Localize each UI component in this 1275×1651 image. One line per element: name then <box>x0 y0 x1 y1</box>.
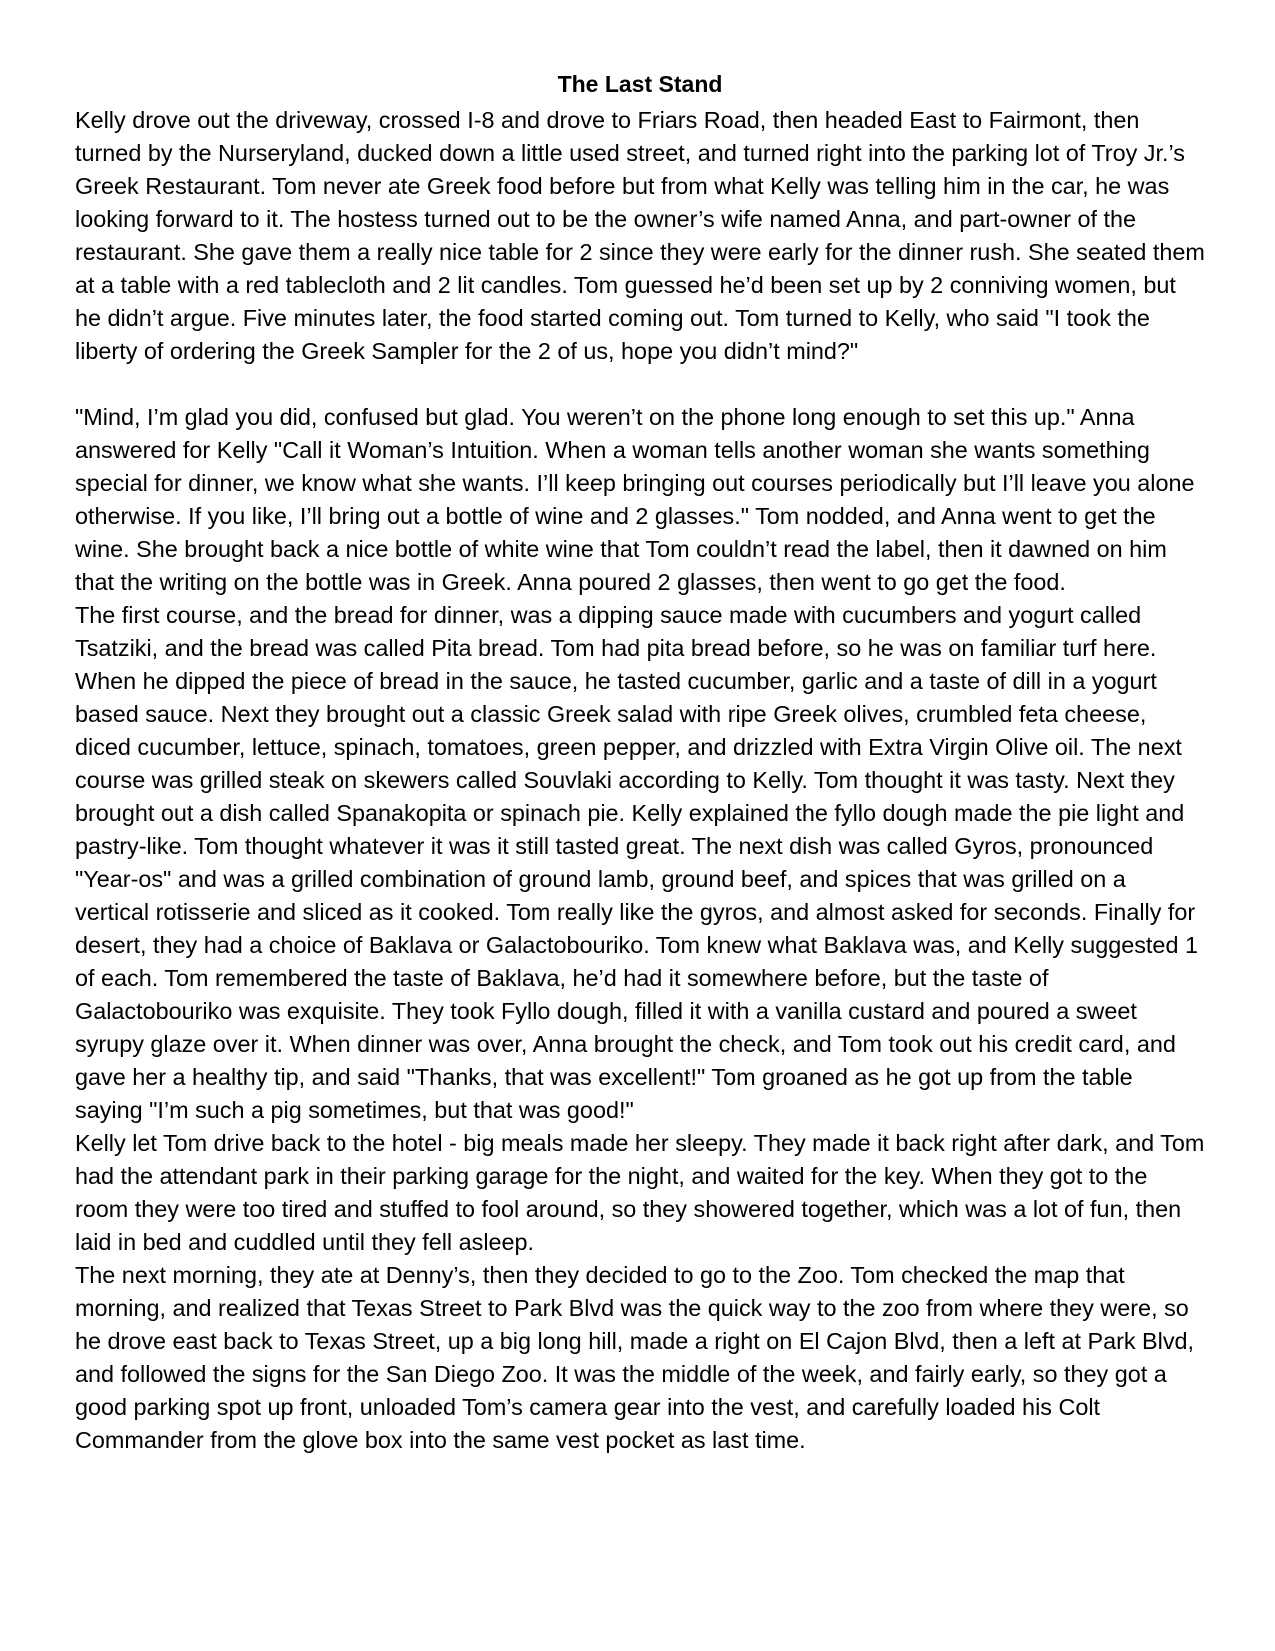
paragraph-spacer <box>75 368 1205 401</box>
paragraph-1: Kelly drove out the driveway, crossed I-8 and drove to Friars Road, then headed East to Fairmont, then turned by the Nurseryland, ducked down a little used street, and turned right into the parking lot of Troy Jr.’s Greek Restaurant. Tom never ate Greek food before but from what Kelly was telling him in the car, he was looking forward to it. The hostess turned out to be the owner’s wife named Anna, and part-owner of the restaurant. She gave them a really nice table for 2 since they were early for the dinner rush. She seated them at a table with a red tablecloth and 2 lit candles. Tom guessed he’d been set up by 2 conniving women, but he didn’t argue. Five minutes later, the food started coming out. Tom turned to Kelly, who said "I took the liberty of ordering the Greek Sampler for the 2 of us, hope you didn’t mind?" <box>75 107 1205 364</box>
paragraph-5: The next morning, they ate at Denny’s, then they decided to go to the Zoo. Tom checked the map that morning, and realized that Texas Street to Park Blvd was the quick way to the zoo from where they were, so he drove east back to Texas Street, up a big long hill, made a right on El Cajon Blvd, then a left at Park Blvd, and followed the signs for the San Diego Zoo. It was the middle of the week, and fairly early, so they got a good parking spot up front, unloaded Tom’s camera gear into the vest, and carefully loaded his Colt Commander from the glove box into the same vest pocket as last time. <box>75 1262 1195 1453</box>
document-title: The Last Stand <box>557 71 723 97</box>
paragraph-4: Kelly let Tom drive back to the hotel - big meals made her sleepy. They made it back right after dark, and Tom had the attendant park in their parking garage for the night, and waited for the key. When they got to the room they were too tired and stuffed to fool around, so they showered together, which was a lot of fun, then laid in bed and cuddled until they fell asleep. <box>75 1130 1205 1255</box>
paragraph-3: The first course, and the bread for dinner, was a dipping sauce made with cucumbers and yogurt called Tsatziki, and the bread was called Pita bread. Tom had pita bread before, so he was on familiar turf here. When he dipped the piece of bread in the sauce, he tasted cucumber, garlic and a taste of dill in a yogurt based sauce. Next they brought out a classic Greek salad with ripe Greek olives, crumbled feta cheese, diced cucumber, lettuce, spinach, tomatoes, green pepper, and drizzled with Extra Virgin Olive oil. The next course was grilled steak on skewers called Souvlaki according to Kelly. Tom thought it was tasty. Next they brought out a dish called Spanakopita or spinach pie. Kelly explained the fyllo dough made the pie light and pastry-like. Tom thought whatever it was it still tasted great. The next dish was called Gyros, pronounced "Year-os" and was a grilled combination of ground lamb, ground beef, and spices that was grilled on a vertical rotisserie and sliced as it cooked. Tom really like the gyros, and almost asked for seconds. Finally for desert, they had a choice of Baklava or Galactobouriko. Tom knew what Baklava was, and Kelly suggested 1 of each. Tom remembered the taste of Baklava, he’d had it somewhere before, but the taste of Galactobouriko was exquisite. They took Fyllo dough, filled it with a vanilla custard and poured a sweet syrupy glaze over it. When dinner was over, Anna brought the check, and Tom took out his credit card, and gave her a healthy tip, and said "Thanks, that was excellent!" Tom groaned as he got up from the table saying "I’m such a pig sometimes, but that was good!" <box>75 602 1198 1123</box>
document-page <box>75 68 1205 1457</box>
paragraph-2: "Mind, I’m glad you did, confused but glad. You weren’t on the phone long enough to set this up." Anna answered for Kelly "Call it Woman’s Intuition. When a woman tells another woman she wants something special for dinner, we know what she wants. I’ll keep bringing out courses periodically but I’ll leave you alone otherwise. If you like, I’ll bring out a bottle of wine and 2 glasses." Tom nodded, and Anna went to get the wine. She brought back a nice bottle of white wine that Tom couldn’t read the label, then it dawned on him that the writing on the bottle was in Greek. Anna poured 2 glasses, then went to go get the food. <box>75 404 1195 595</box>
